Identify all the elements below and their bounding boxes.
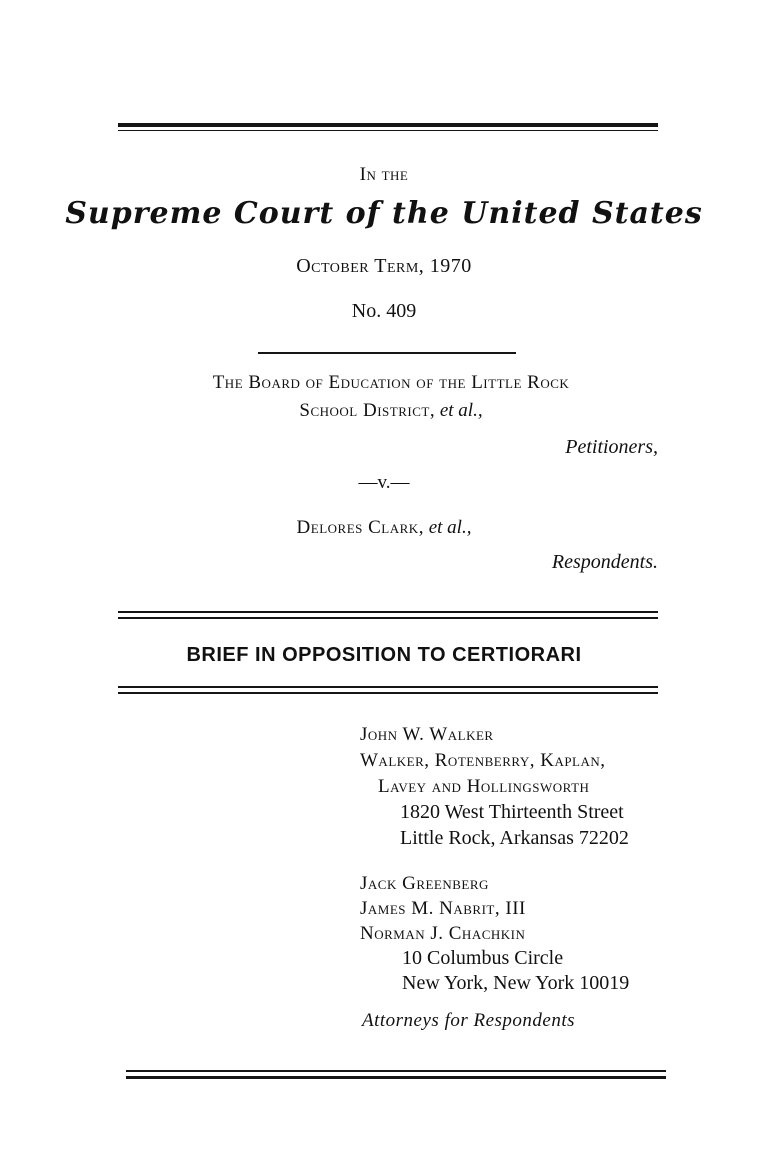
versus: —v.— bbox=[358, 472, 410, 493]
firm-address-1: 1820 West Thirteenth Street bbox=[400, 801, 624, 823]
top-rule-thin bbox=[118, 130, 658, 131]
petitioners-label: Petitioners, bbox=[565, 436, 658, 458]
respondent-name: Delores Clark, bbox=[296, 517, 424, 538]
firm-line-2: Lavey and Hollingsworth bbox=[378, 776, 590, 797]
attorney-walker: John W. Walker bbox=[360, 724, 494, 745]
ldf-address-1: 10 Columbus Circle bbox=[402, 947, 564, 969]
bottom-rule-1 bbox=[126, 1070, 666, 1072]
petitioner-et-al: et al., bbox=[439, 400, 483, 421]
petitioner-line-1: The Board of Education of the Little Rock bbox=[212, 372, 570, 393]
firm-line-1: Walker, Rotenberry, Kaplan, bbox=[360, 750, 606, 771]
document-title: BRIEF IN OPPOSITION TO CERTIORARI bbox=[186, 644, 582, 666]
respondents-label: Respondents. bbox=[551, 551, 658, 573]
in-the-heading: In the bbox=[359, 164, 409, 185]
attorney-nabrit: James M. Nabrit, III bbox=[360, 898, 526, 919]
attorneys-role: Attorneys for Respondents bbox=[362, 1010, 576, 1031]
bottom-rule-2 bbox=[126, 1076, 666, 1079]
court-name: Supreme Court of the United States bbox=[65, 196, 703, 231]
respondent-line bbox=[0, 517, 768, 539]
mid-rule-upper-1 bbox=[118, 611, 658, 613]
petitioner-district: School District, bbox=[299, 400, 436, 421]
term-line: October Term, 1970 bbox=[296, 255, 472, 277]
mid-rule-lower-1 bbox=[118, 686, 658, 688]
attorney-chachkin: Norman J. Chachkin bbox=[360, 923, 526, 944]
top-rule-thick bbox=[118, 123, 658, 127]
ldf-address-2: New York, New York 10019 bbox=[402, 972, 630, 994]
respondent-et-al: et al., bbox=[428, 517, 472, 538]
case-number: No. 409 bbox=[351, 300, 417, 322]
mid-rule-lower-2 bbox=[118, 692, 658, 694]
short-rule bbox=[258, 352, 516, 354]
mid-rule-upper-2 bbox=[118, 617, 658, 619]
attorney-greenberg: Jack Greenberg bbox=[360, 873, 489, 894]
petitioner-line-2 bbox=[166, 400, 616, 422]
firm-address-2: Little Rock, Arkansas 72202 bbox=[400, 827, 629, 849]
